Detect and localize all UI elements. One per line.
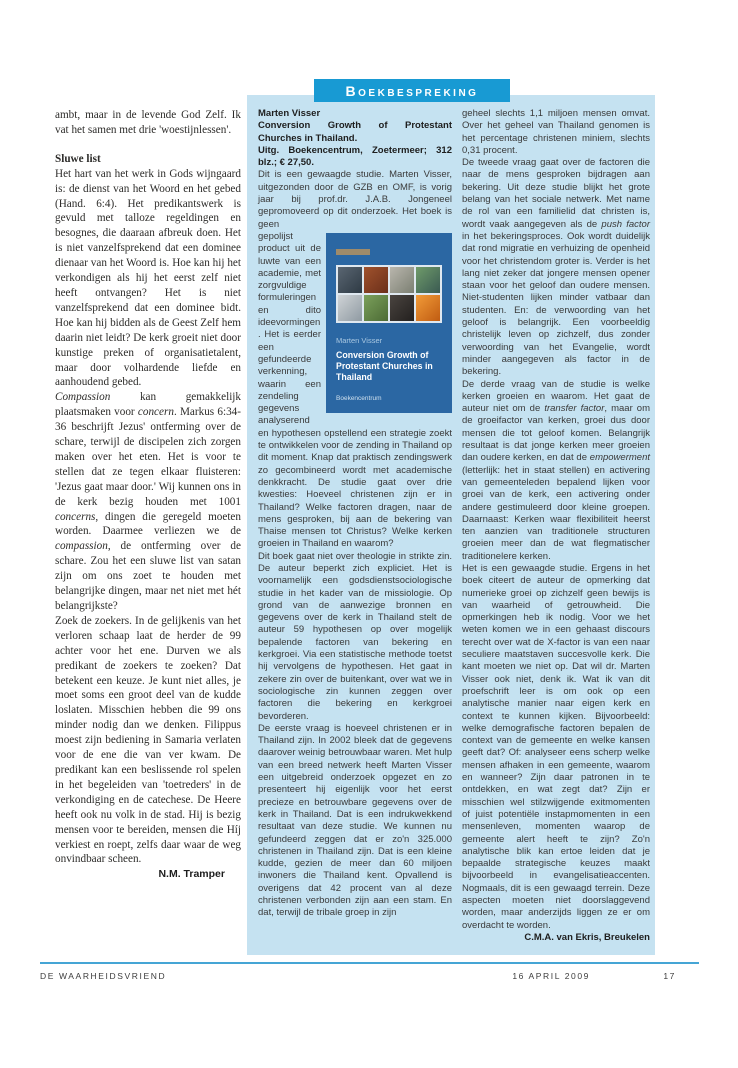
left-article-column: [55, 108, 241, 882]
cover-photo-cell: [416, 267, 440, 293]
footer-page-number: 17: [663, 971, 676, 981]
review-paragraph: De eerste vraag is hoeveel christenen er in Thailand zijn. In 2002 bleek dat de gegevens daarover weinig betrouwbaar waren. Met hulp van een breed netwerk heeft Marten Visser een uitgebreid onderzoek opgezet en zo presenteert hij eigenlijk voor het eerst precieze en betrouwbare gegevens over de kerk in Thailand. Dat is een indrukwekkend resultaat van deze studie. We kunnen nu gefundeerd zeggen dat er zo'n 325.000 christenen in Thailand zijn. Dat is een kleine kudde, gezien de meer dan 60 miljoen inwoners die Thailand kent. Opvallend is overigens dat 42 procent van al deze christenen verbonden zijn aan een stam. En dat, terwijl de tribale groep in zijn: [258, 722, 452, 919]
review-paragraph: De tweede vraag gaat over de factoren die naar de mens gesproken bijdragen aan bekering. Uit deze studie blijkt het grote belang van het sociale netwerk. Met name de rol van een familielid dat christen is, wordt vaak aangegeven als de push factor in het bekeringsproces. Ook wordt duidelijk dat rond migratie en verhuizing de openheid voor het christendom groter is. Verder is het lang niet zeker dat jongere mensen opener staan voor het geloof dan oudere mensen. Niet-studenten lijken minder vatbaar dan studenten. En: de verwoording van het geloof is belangrijk. Een voorbeeldig christelijk leven op zichzelf, dus zonder verwoording van het Evangelie, wordt minder aangegeven als factor in de bekering.: [462, 157, 651, 378]
review-column-2: [462, 108, 650, 944]
author-signature: N.M. Tramper: [158, 868, 225, 881]
cover-photo-collage: [336, 265, 442, 323]
review-paragraph: Het is een gewaagde studie. Ergens in het boek citeert de auteur de opmerking dat numerieke groei op zichzelf geen bewijs is van waarheid of getrouwheid. Die opmerkingen heb ik nodig. Voor we het weten komen we in een gehaast discours terecht over wat de X-factor is van een naar seculiere maatstaven succesvolle kerk. Die kant moeten we niet op. Dat wil dr. Marten Visser ook niet, denk ik. Wat ik van dit proefschrift leer is om ook op een analytische manier naar eigen kerk en context te kunnen kijken. Bijvoorbeeld: welke demografische factoren bepalen de context van de gemeente en welke kansen geeft dat? Of: analyseer eens scherp welke mensen afhaken in een gemeente, waarom en wanneer? Zijn daar patronen in te ontdekken, en wat zegt dat? Zijn er misschien wel stilzwijgende exitmomenten of juist potentiële instapmomenten in een mensenleven, momenten waarop de gemeente alert heeft te zijn? Zo'n analytische blik kan ertoe leiden dat je bepaalde strategische keuzes maakt bijvoorbeeld in evangelisatieaccenten. Nogmaals, dit is een gewaagd terrein. Deze aspecten moeten niet doorslaggevend worden, maar anderzijds liggen ze er om overdacht te worden.: [462, 562, 650, 931]
cover-photo-cell: [364, 267, 388, 293]
cover-title-text: Conversion Growth of Protestant Churches in Thailand: [336, 350, 433, 383]
cover-photo-cell: [390, 295, 414, 321]
article-paragraph: Zoek de zoekers. In de gelijkenis van het verloren schaap laat de herder de 99 achter voor het ene. Durven we als predikant de zoekers te zoeken? Dat betekent een keuze. Je kunt niet alles, je moet soms een groot deel van de kudde loslaten. Misschien hebben die 99 ons minder nodig dan we denken. Filippus moest zijn bediening in Samaria verlaten voor de ene die van ver kwam. De predikant kan een beslissende rol spelen in het begeleiden van 'toetreders' in de verkondiging en de catechese. De Heere heeft ook nu volk in de stad. Hij is bezig mensen voor te bereiden, mensen die Híj verkiest en roept, zelfs daar waar de weg onvindbaar scheen.: [55, 614, 241, 866]
review-column-1: [258, 108, 452, 920]
book-cover-image: [326, 233, 452, 413]
cover-photo-cell: [390, 267, 414, 293]
cover-photo-cell: [416, 295, 440, 321]
cover-author-text: Marten Visser: [336, 335, 383, 345]
section-banner-label: Boekbespreking: [345, 82, 479, 99]
footer-journal-name: DE WAARHEIDSVRIEND: [40, 971, 167, 981]
reviewer-signature: C.M.A. van Ekris, Breukelen: [524, 931, 650, 943]
cover-photo-cell: [338, 295, 362, 321]
review-paragraph: Dit boek gaat niet over theologie in strikte zin. De auteur beperkt zich expliciet. Het is voornamelijk een godsdienstsociologische studie in het kader van de missiologie. Op grond van de aanwezige bronnen en gegevens over de kerk in Thailand stelt de auteur 59 hypothesen op over mogelijk bepalende factoren van bekering en kerkgroei. Via een statistische methode toetst hij vervolgens de hypothesen. Het gaat in zekere zin over de buitenkant, over wat we in sociologische zin kunnen zeggen over factoren die bekering en kerkgroei bevorderen.: [258, 550, 452, 722]
review-paragraph: De derde vraag van de studie is welke kerken groeien en waarom. Het gaat de auteur niet om de transfer factor, maar om de groeifactor van kerken, groei dus door mensen die tot geloof komen. Belangrijk resultaat is dat jonge kerken meer groeien dan oudere kerken, en dat de empowerment (letterlijk: het in staat stellen) en activering van gemeenteleden bepalend lijken voor groei van de kerk, een activering onder andere gestimuleerd door kleine groepen. Daarnaast: Kerken waar flexibiliteit heerst ten aanzien van traditionele structuren groeien meer dan de wat flegmatischer traditionelere kerken.: [462, 378, 651, 562]
article-paragraph: Het hart van het werk in Gods wijngaard is: de dienst van het Woord en het gebed (Hand. 6:4). Het predikantswerk is gevuld met talloze regeldingen en besognes, die daaraan afbreuk doen. Het is niet vanzelfsprekend dat een dominee dienaar van het Woord is. Hoe kan hij het verkondigen als hij het eerst zelf niet heeft ontvangen? Het is niet vanzelfsprekend dat een dominee bidt. Hoe kan hij bidden als de Geest Zelf hem daarin niet leidt? De kerk groeit niet door kunstige preken of organisatietalent, maar door volhardende liefde en aanhoudend gebed.: [55, 167, 241, 389]
book-title: Conversion Growth of Protestant Churches in Thailand.: [258, 120, 452, 144]
section-banner: [314, 79, 510, 102]
article-subheading: Sluwe list: [55, 152, 101, 165]
review-paragraph: geheel slechts 1,1 miljoen mensen omvat. Over het geheel van Thailand genomen is het percentage christenen miniem, slechts 0,31 procent.: [462, 108, 650, 156]
cover-series-label: [336, 249, 370, 255]
cover-photo-cell: [364, 295, 388, 321]
book-author: Marten Visser: [258, 108, 321, 119]
book-imprint: Uitg. Boekencentrum, Zoetermeer; 312 blz.; € 27,50.: [258, 144, 452, 169]
footer-rule: [40, 962, 699, 964]
cover-publisher-text: Boekencentrum: [336, 395, 382, 403]
review-paragraph: Dit is een gewaagde studie. Marten Visser, uitgezonden door de GZB en OMF, is vorig jaar bij prof.dr. J.A.B. Jongeneel gepromoveerd op dit onderzoek. Het boek is geen: [258, 169, 452, 230]
review-paragraph: gepolijst product uit de luwte van een academie, met zorgvuldige formuleringen en dito ideevormingen. Het is eerder een gefundeerde verkenning, waarin een zendeling gegevens analyserend en hypothesen opstellend een strategie zoekt te ontwikkelen voor de zending in Thailand op dit moment. Knap dat praktisch zendingswerk zo gecombineerd wordt met academische denkkracht. De studie gaat over drie kwesties: Hoeveel christenen zijn er in Thailand? Welke factoren dragen, naar de mens gesproken, bij aan de bekering van Thaise mensen tot Christus? Welke kerken groeien in Thailand en waarom?: [258, 230, 452, 550]
article-paragraph: Compassion kan gemakkelijk plaatsmaken voor concern. Markus 6:34-36 beschrijft Jezus' ontferming over de schare, terwijl de discipelen zich zorgen maken over het eten. Het is voor te stellen dat ze tegen elkaar fluisteren: 'Jezus gaat maar door.' Wij kunnen ons in de kerk bezig houden met 1001 concerns, dingen die geregeld moeten worden. Daarmee verliezen we de compassion, de ontferming over de schare. Zou het een sluwe list van satan zijn om ons zoet te houden met belangrijke dingen, maar net niet met hét belangrijkste?: [55, 391, 241, 612]
article-continuation: ambt, maar in de levende God Zelf. Ik vat het samen met drie 'woestijnlessen'.: [55, 109, 241, 136]
cover-photo-cell: [338, 267, 362, 293]
footer-date: 16 APRIL 2009: [512, 971, 590, 981]
cover-wrap-zone: [258, 231, 452, 551]
